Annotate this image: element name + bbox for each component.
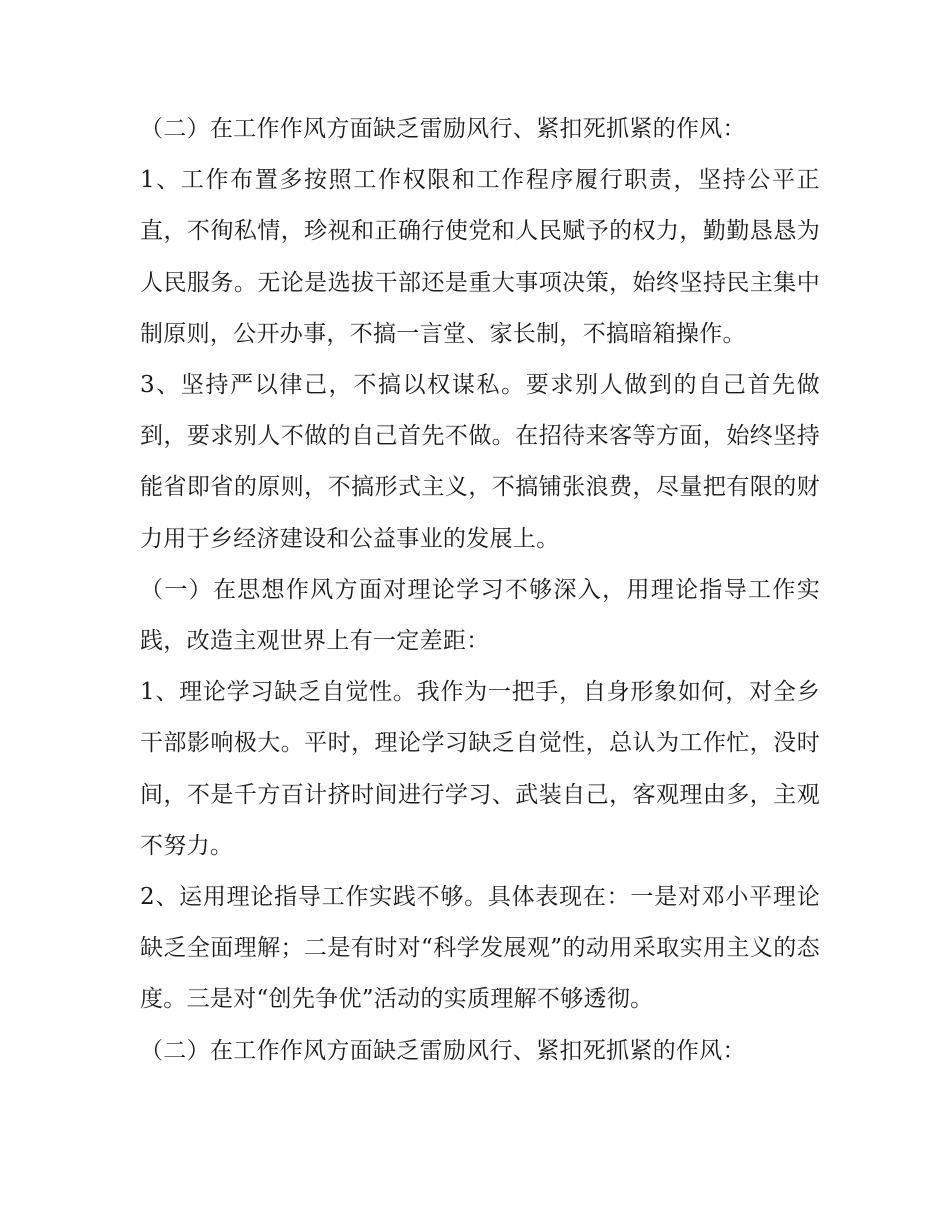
paragraph-item-1-theory-study: 1、理论学习缺乏自觉性。我作为一把手，自身形象如何，对全乡干部影响极大。平时，理论学习缺乏自觉性，总认为工作忙，没时间，不是千方百计挤时间进行学习、武装自己，客观理由多，主观不努力。 <box>140 679 820 859</box>
section-heading-ideological-style: （一）在思想作风方面对理论学习不够深入，用理论指导工作实践，改造主观世界上有一定差距： <box>140 576 820 655</box>
section-heading-work-style: （二）在工作作风方面缺乏雷励风行、紧扣死抓紧的作风： <box>140 116 746 142</box>
section-heading-work-style-repeat: （二）在工作作风方面缺乏雷励风行、紧扣死抓紧的作风： <box>140 1037 746 1064</box>
paragraph-item-1-duties: 1、工作布置多按照工作权限和工作程序履行职责，坚持公平正直，不徇私情，珍视和正确行使党和人民赋予的权力，勤勤恳恳为人民服务。无论是选拔干部还是重大事项决策，始终坚持民主集中制原则，公开办事，不搞一言堂、家长制，不搞暗箱操作。 <box>140 167 820 347</box>
paragraph-item-2-theory-practice: 2、运用理论指导工作实践不够。具体表现在：一是对邓小平理论缺乏全面理解；二是有时对“科学发展观”的动用采取实用主义的态度。三是对“创先争优”活动的实质理解不够透彻。 <box>140 884 820 1013</box>
document-body <box>140 104 820 1077</box>
paragraph-item-3-self-discipline: 3、坚持严以律己，不搞以权谋私。要求别人做到的自己首先做到，要求别人不做的自己首先不做。在招待来客等方面，始终坚持能省即省的原则，不搞形式主义，不搞铺张浪费，尽量把有限的财力用于乡经济建设和公益事业的发展上。 <box>140 372 820 552</box>
